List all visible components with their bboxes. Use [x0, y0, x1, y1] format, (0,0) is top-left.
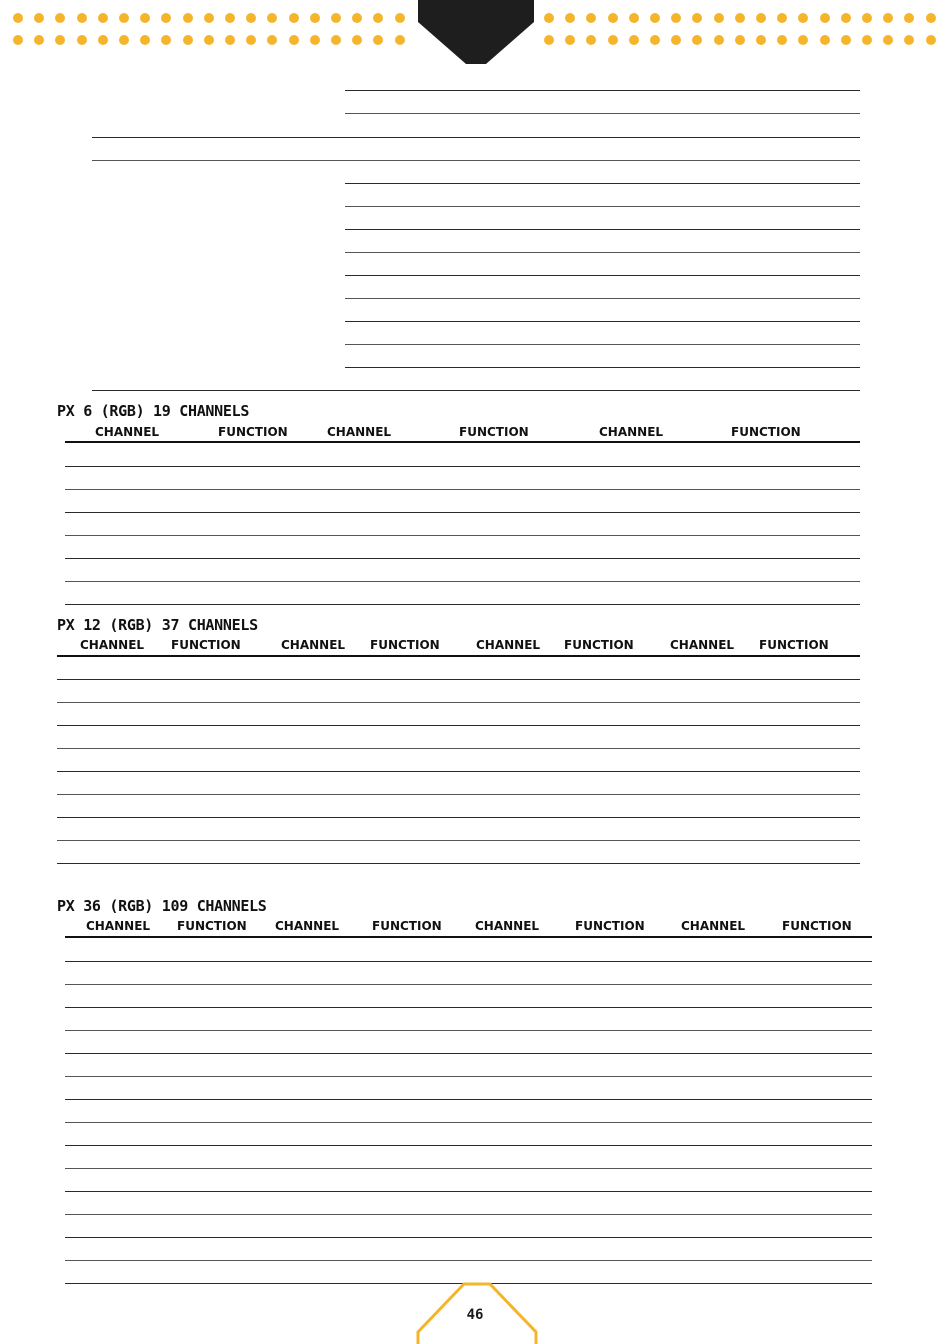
row-rule	[57, 679, 860, 680]
column-header: CHANNEL	[275, 919, 340, 933]
dot-icon	[629, 35, 639, 45]
dot-icon	[119, 35, 129, 45]
row-rule	[57, 771, 860, 772]
row-rule	[57, 817, 860, 818]
dot-icon	[926, 13, 936, 23]
row-rule	[345, 275, 860, 276]
column-header: CHANNEL	[476, 638, 541, 652]
row-rule	[345, 321, 860, 322]
dot-icon	[756, 35, 766, 45]
page-number: 46	[466, 1307, 484, 1323]
row-rule	[57, 863, 860, 864]
column-header: CHANNEL	[599, 425, 664, 439]
row-rule	[65, 558, 860, 559]
dot-icon	[565, 35, 575, 45]
dot-icon	[225, 35, 235, 45]
row-rule	[57, 794, 860, 795]
row-rule	[65, 1122, 872, 1123]
row-rule	[65, 1168, 872, 1169]
row-rule	[65, 1076, 872, 1077]
dot-icon	[820, 35, 830, 45]
section-title: PX 36 (RGB) 109 CHANNELS	[57, 897, 267, 915]
dot-icon	[161, 35, 171, 45]
column-header: CHANNEL	[327, 425, 392, 439]
row-rule	[65, 1214, 872, 1215]
row-rule	[92, 390, 860, 391]
dot-icon	[225, 13, 235, 23]
dot-icon	[671, 35, 681, 45]
column-header: CHANNEL	[670, 638, 735, 652]
dot-icon	[246, 13, 256, 23]
dot-icon	[55, 35, 65, 45]
dot-icon	[395, 35, 405, 45]
dot-icon	[714, 35, 724, 45]
row-rule	[65, 1099, 872, 1100]
dot-icon	[34, 35, 44, 45]
column-header: FUNCTION	[177, 919, 247, 933]
dot-icon	[98, 35, 108, 45]
dot-icon	[608, 13, 618, 23]
dot-icon	[926, 35, 936, 45]
dot-icon	[204, 13, 214, 23]
dot-icon	[565, 13, 575, 23]
dot-icon	[289, 35, 299, 45]
row-rule	[65, 1260, 872, 1261]
dot-icon	[883, 35, 893, 45]
dot-icon	[373, 35, 383, 45]
dot-icon	[777, 35, 787, 45]
dot-icon	[246, 35, 256, 45]
column-header: CHANNEL	[681, 919, 746, 933]
dot-icon	[331, 35, 341, 45]
dot-icon	[204, 35, 214, 45]
dot-icon	[544, 35, 554, 45]
dot-icon	[735, 13, 745, 23]
row-rule	[65, 936, 872, 938]
row-rule	[345, 252, 860, 253]
dot-icon	[629, 13, 639, 23]
row-rule	[65, 961, 872, 962]
row-rule	[65, 441, 860, 443]
row-rule	[65, 489, 860, 490]
row-rule	[65, 512, 860, 513]
dot-icon	[883, 13, 893, 23]
dot-icon	[98, 13, 108, 23]
dot-icon	[77, 13, 87, 23]
dot-icon	[13, 13, 23, 23]
row-rule	[57, 840, 860, 841]
dot-icon	[798, 13, 808, 23]
column-header: CHANNEL	[86, 919, 151, 933]
dot-icon	[34, 13, 44, 23]
dot-icon	[310, 13, 320, 23]
dot-icon	[183, 13, 193, 23]
row-rule	[345, 183, 860, 184]
dot-icon	[267, 13, 277, 23]
row-rule	[65, 535, 860, 536]
row-rule	[65, 466, 860, 467]
dot-icon	[140, 35, 150, 45]
column-header: FUNCTION	[564, 638, 634, 652]
column-header: FUNCTION	[171, 638, 241, 652]
dot-icon	[373, 13, 383, 23]
row-rule	[65, 1237, 872, 1238]
dot-icon	[714, 13, 724, 23]
row-rule	[65, 1053, 872, 1054]
dot-icon	[820, 13, 830, 23]
row-rule	[57, 748, 860, 749]
column-header: CHANNEL	[475, 919, 540, 933]
row-rule	[65, 984, 872, 985]
dot-icon	[904, 35, 914, 45]
section-title: PX 12 (RGB) 37 CHANNELS	[57, 616, 258, 634]
column-header: FUNCTION	[372, 919, 442, 933]
row-rule	[345, 113, 860, 114]
dot-icon	[756, 13, 766, 23]
dot-icon	[77, 35, 87, 45]
dot-icon	[586, 35, 596, 45]
dot-icon	[692, 13, 702, 23]
dot-icon	[119, 13, 129, 23]
dot-icon	[586, 13, 596, 23]
dot-icon	[544, 13, 554, 23]
dot-icon	[55, 13, 65, 23]
column-header: FUNCTION	[731, 425, 801, 439]
row-rule	[92, 160, 860, 161]
dot-icon	[352, 13, 362, 23]
row-rule	[65, 1007, 872, 1008]
column-header: FUNCTION	[575, 919, 645, 933]
section-title: PX 6 (RGB) 19 CHANNELS	[57, 402, 250, 420]
dot-icon	[352, 35, 362, 45]
dot-icon	[289, 13, 299, 23]
dot-icon	[395, 13, 405, 23]
dot-icon	[267, 35, 277, 45]
row-rule	[65, 604, 860, 605]
column-header: FUNCTION	[459, 425, 529, 439]
row-rule	[65, 1145, 872, 1146]
dot-icon	[862, 35, 872, 45]
row-rule	[65, 1030, 872, 1031]
dot-icon	[841, 35, 851, 45]
row-rule	[345, 229, 860, 230]
dot-icon	[161, 13, 171, 23]
pentagon-badge-icon	[418, 0, 534, 66]
dot-icon	[650, 35, 660, 45]
column-header: FUNCTION	[782, 919, 852, 933]
column-header: FUNCTION	[218, 425, 288, 439]
row-rule	[65, 1191, 872, 1192]
dot-icon	[13, 35, 23, 45]
dot-icon	[671, 13, 681, 23]
row-rule	[345, 367, 860, 368]
row-rule	[57, 655, 860, 657]
dot-icon	[904, 13, 914, 23]
row-rule	[57, 725, 860, 726]
dot-icon	[310, 35, 320, 45]
dot-icon	[841, 13, 851, 23]
column-header: CHANNEL	[95, 425, 160, 439]
row-rule	[345, 344, 860, 345]
row-rule	[345, 206, 860, 207]
column-header: FUNCTION	[370, 638, 440, 652]
dot-icon	[692, 35, 702, 45]
row-rule	[345, 298, 860, 299]
row-rule	[57, 702, 860, 703]
column-header: CHANNEL	[80, 638, 145, 652]
dot-icon	[862, 13, 872, 23]
dot-icon	[735, 35, 745, 45]
row-rule	[92, 137, 860, 138]
dot-icon	[608, 35, 618, 45]
row-rule	[65, 581, 860, 582]
column-header: FUNCTION	[759, 638, 829, 652]
dot-icon	[777, 13, 787, 23]
dot-icon	[183, 35, 193, 45]
dot-icon	[331, 13, 341, 23]
dot-icon	[798, 35, 808, 45]
column-header: CHANNEL	[281, 638, 346, 652]
row-rule	[345, 90, 860, 91]
dot-icon	[140, 13, 150, 23]
dot-icon	[650, 13, 660, 23]
